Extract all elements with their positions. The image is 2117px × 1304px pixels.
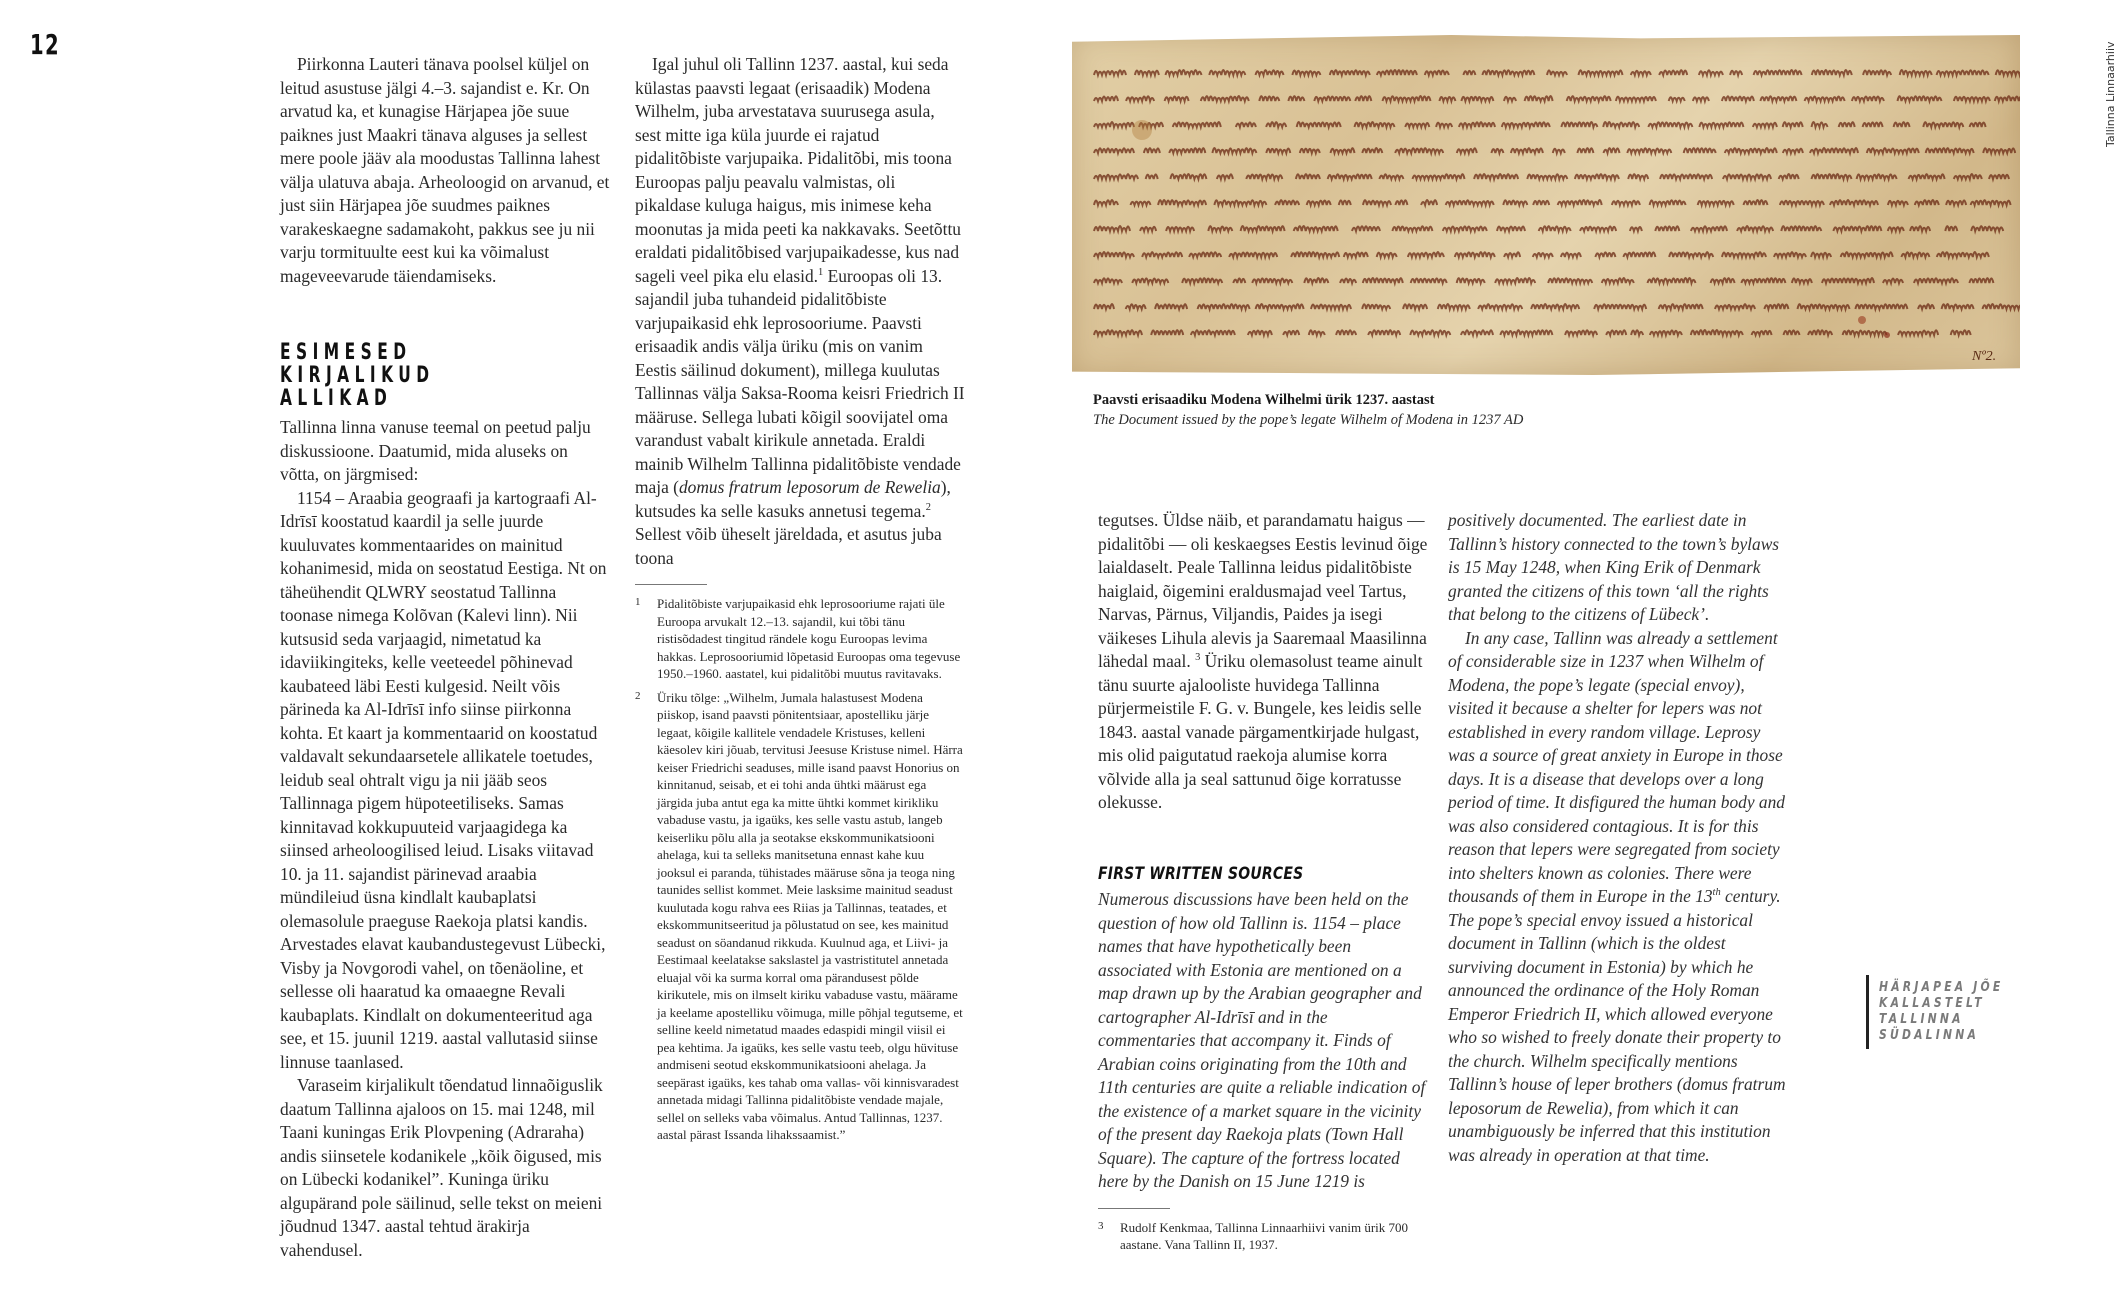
script-word xyxy=(1996,70,2024,75)
script-word xyxy=(1395,200,1407,205)
script-word xyxy=(1969,278,1993,283)
script-word xyxy=(1883,279,1903,284)
script-word xyxy=(1937,70,1989,75)
script-word xyxy=(1888,201,1908,205)
script-word xyxy=(1297,122,1341,127)
script-word xyxy=(1752,331,1772,335)
script-word xyxy=(1413,174,1465,179)
script-word xyxy=(1627,148,1671,153)
script-word xyxy=(1699,70,1723,75)
script-word xyxy=(1781,226,1821,231)
script-word xyxy=(1805,97,1845,102)
script-word xyxy=(1764,304,1788,309)
script-word xyxy=(1810,148,1858,153)
script-word xyxy=(1504,252,1520,257)
script-word xyxy=(1214,200,1266,205)
script-word xyxy=(1236,122,1256,127)
script-word xyxy=(1812,122,1828,127)
script-word xyxy=(1628,174,1648,179)
script-word xyxy=(1497,226,1525,231)
script-word xyxy=(1954,97,1990,101)
script-word xyxy=(1533,201,1549,205)
script-word xyxy=(1603,122,1639,127)
stain xyxy=(1858,316,1866,324)
script-word xyxy=(1604,148,1620,153)
script-word xyxy=(1246,174,1282,179)
paragraph: Igal juhul oli Tallinn 1237. aastal, kui seda külastas paavsti legaat (erisaadik) Modena Wilhelm, juba arvestatava suurusega asula, sest mitte iga küla juurde ei rajatud pidalitõbiste varjupaika. Pidalitõbi, mis toona Euroopas palju peavalu valmistas, oli pikaldase kuluga haigus, mis inimese keha moonutas ja mida peeti ka nakkavaks. Seetõttu eraldati pidalitõbised varjupaikadesse, kus nad sageli veel pika elu elasid.$^1$ Euroopas oli 13. sajandil juba tuhandeid pidalitõbiste varjupaikasid ehk leprosooriume. Paavsti erisaadik andis välja üriku (mis on vanim Eestis säilinud dokument), millega kuulutas Tallinnas välja Saksa-Rooma keisri Friedrich II määruse. Sellega lubati kõigil soovijatel oma varandust vabalt kirikule annetada. Eraldi mainib Wilhelm Tallinna pidalitõbiste vendade maja (domus fratrum leposorum de Rewelia), kutsudes ka selle kasuks annetusi tegema.$^2$ Sellest võib üheselt järeldada, et asutus juba toona xyxy=(635,54,965,568)
script-word xyxy=(1888,227,1904,231)
script-word xyxy=(1151,330,1183,335)
script-word xyxy=(1198,304,1250,309)
script-word xyxy=(1166,227,1194,231)
script-word xyxy=(1502,122,1550,127)
script-word xyxy=(1792,278,1812,283)
script-word xyxy=(1155,304,1187,309)
script-word xyxy=(1252,278,1292,283)
script-word xyxy=(1094,96,1118,101)
script-word xyxy=(1331,148,1355,153)
script-word xyxy=(1577,148,1593,153)
figure-credit: Tallinna Linnaarhiiv xyxy=(2104,41,2117,147)
script-word xyxy=(1951,330,1971,335)
script-word xyxy=(1660,174,1712,179)
manuscript-script xyxy=(1072,35,2020,375)
script-word xyxy=(1379,174,1403,179)
script-word xyxy=(1436,123,1452,127)
script-word xyxy=(1753,123,1777,127)
figure-credit-area xyxy=(1052,35,2117,155)
script-word xyxy=(1909,174,1945,179)
sidebar-label-text: HÄRJAPEA JÕE KALLASTELT TALLINNA SÜDALINNA xyxy=(1879,979,2004,1043)
paragraph: tegutses. Üldse näib, et parandamatu haigus — pidalitõbi — oli keskaegses Eestis levinud õige laialdaselt. Peale Tallinna leidus pidalitõbiste haiglaid, õigemini eraldusmajad veel Tartus, Narvas, Pärnus, Viljandis, Paides ja isegi väikeses Lihula alevis ja Saaremaal Maasilinna lähedal maal. $^3$ Üriku olemasolust teame ainult tänu suurte ajalooliste huvidega Tallinna pürjermeistile F. G. v. Bungele, kes leidis selle 1843. aastal vanade pärgamentkirjade hulgast, mis olid paigutatud raekoja alumise korra võlvide alla ja seal sattunud õige korratusse olekusse. xyxy=(1098,510,1428,812)
stain xyxy=(1884,332,1890,338)
script-word xyxy=(1300,149,1320,153)
script-word xyxy=(1725,148,1777,153)
script-word xyxy=(1463,71,1475,75)
script-word xyxy=(1403,304,1427,309)
script-word xyxy=(1867,148,1919,153)
script-word xyxy=(1684,148,1716,153)
script-word xyxy=(1527,174,1567,179)
script-word xyxy=(1283,331,1299,335)
script-word xyxy=(1248,330,1272,335)
script-word xyxy=(1780,201,1824,205)
footnote-text: Pidalitõbiste varjupaikasid ehk leprosooriume rajati üle Euroopa arvukalt 12.–13. sajandil, kui tõbi tänu ristisõdadest tingitud rändele kogu Euroopas levima hakkas. Leprosooriumid lõpetasid Euroopas oma tegevuse 1950.–1960. aastatel, kui pidalitõbi muutus ravitavaks. xyxy=(657,596,961,681)
paragraph: 1154 – Araabia geograafi ja kartograafi Al-Idrīsī koostatud kaardil ja selle juurde kuuluvates kommentaarides on mainitud kohanimesid, mida on seostatud Eestiga. Nt on täheühendit QLWRY seostatud Tallinna toonase nimega Kolõvan (Kalevi linn). Nii kutsusid seda varjaagid, nimetatud ka idaviikingiteks, kelle veeteedel põhinevad kaubateed läbi Eesti kulgesid. Neilt võis pärineda ka Al-Idrīsī info siinse piirkonna kohta. Et kaart ja kommentaarid on koostatud valdavalt sekundaarsetele allikatele toetudes, leidub seal ohtralt vigu ja nii jääb seos Tallinnaga pigem hüpoteetiliseks. Samas kinnitavad kokkupuuteid varjaagidega ka siinsed arheoloogilised leiud. Lisaks viitavad 10. ja 11. sajandist pärinevad araabia mündileiud üsna kindlalt kaubaplatsi olemasolule praeguse Raekoja platsi kandis. Arvestades elavat kaubandustegevust Lübecki, Visby ja Novgorodi vahel, on tõenäoline, et sellesse oli haaratud ka omaaegne Revali kaubaplats. Kindlalt on dokumenteeritud aga see, et 15. juunil 1219. aastal vallutasid siinse linnuse taanlased. xyxy=(280,487,607,1072)
script-word xyxy=(1140,227,1156,231)
script-word xyxy=(1548,278,1592,283)
script-word xyxy=(1567,96,1611,101)
script-word xyxy=(1328,174,1372,179)
script-word xyxy=(1165,97,1189,101)
footnote-number: 1 xyxy=(635,596,641,608)
figure-caption xyxy=(1093,390,1693,430)
script-word xyxy=(1421,200,1437,205)
script-word xyxy=(1425,71,1449,75)
script-word xyxy=(1579,70,1623,75)
script-word xyxy=(1212,148,1256,153)
script-word xyxy=(1392,226,1432,231)
script-word xyxy=(1491,149,1503,153)
script-word xyxy=(1408,252,1444,257)
script-word xyxy=(1784,330,1800,335)
script-word xyxy=(1410,330,1450,335)
script-word xyxy=(1723,174,1771,179)
script-word xyxy=(1565,330,1597,335)
script-word xyxy=(1843,331,1887,336)
footnote-number: 3 xyxy=(1098,1219,1104,1232)
script-word xyxy=(1126,304,1146,309)
script-word xyxy=(1511,148,1543,153)
script-word xyxy=(1189,252,1221,257)
script-word xyxy=(1915,200,1939,205)
script-word xyxy=(1383,96,1431,101)
script-word xyxy=(1336,330,1356,335)
script-word xyxy=(1094,278,1122,283)
script-word xyxy=(1395,148,1443,153)
script-word xyxy=(1971,200,2011,205)
script-word xyxy=(1142,252,1182,257)
script-word xyxy=(1362,304,1390,309)
script-word xyxy=(1288,96,1304,101)
script-word xyxy=(1655,226,1679,231)
script-word xyxy=(1126,96,1154,101)
script-word xyxy=(1307,201,1331,205)
script-word xyxy=(1730,71,1742,75)
script-word xyxy=(1852,96,1884,101)
script-word xyxy=(1914,278,1958,283)
script-word xyxy=(1839,122,1855,127)
script-word xyxy=(1898,330,1938,335)
script-word xyxy=(1362,148,1382,153)
footnote-ref[interactable]: 1 xyxy=(818,266,824,278)
script-word xyxy=(1830,200,1878,205)
script-word xyxy=(1094,304,1114,309)
footnote-divider xyxy=(1098,1208,1170,1209)
script-word xyxy=(1857,174,1897,179)
footnote-ref[interactable]: 2 xyxy=(925,501,931,513)
footnote-text: Üriku tõlge: „Wilhelm, Jumala halastusest Modena piiskop, isand paavsti pönitentsiaar, apostelliku järje legaat, kõigile kallitele vendadele Kristuses, kelleni käesolev kiri jõuab, tervitusi Jeesuse Kristuse nimel. Härra keiser Friedrichi seaduses, mille isand paavst Honorius on kinnitanud, seisab, et ei tohi anda ühtki määrust ega järgida juba antut ega ka mitte ühtki kommet kirikliku vabaduse vastu, ja igaüks, kes selle vastu astub, langeb keiserliku põlu alla ja seotakse ekskommunikatsiooni ahelaga, kui ta selleks manitsetuna ennast kahe kuu jooksul ei paranda, tühistades määruse sõna ja teoga ning taunides sellist kommet. Meie lasksime mainitud seadust kuulutada kogu rahva ees Riias ja Tallinnas, teatades, et ekskommunitseeritud ja põlustatud on see, kes mainitud seadust on söandanud rikkuda. Kuulnud aga, et Liivi- ja Eestimaal keelatakse sakslastel ja vastristitutel annetada eluajal või ka surma korral oma pärandusest põlde kirikutele, mis on ilmselt kiriku vabaduse vastu, määrame ja keelame apostelliku võimuga, mille põhjal tegutseme, et selline keeld nimetatud maades edaspidi mingil viisil ei pea kehtima. Ja igaüks, kes selle vastu teeb, olgu hüvituse andmiseni seotud ekskommunikatsiooni ahelaga. Ja seepärast igaüks, kes tahab oma vallas- või kinnisvaradest annetada midagi Tallinna pidalitõbiste vendade majale, sellel on selleks vaba võimalus. Antud Tallinnas, 1237. aastal pärast Issanda lihakssaamist.” xyxy=(657,689,963,1142)
script-word xyxy=(1144,148,1160,153)
script-word xyxy=(1330,70,1370,75)
script-word xyxy=(1474,174,1518,179)
script-word xyxy=(1595,252,1615,257)
footnote-ref[interactable]: 3 xyxy=(1195,652,1201,664)
script-word xyxy=(1918,304,1934,309)
script-word xyxy=(1669,97,1685,101)
script-word xyxy=(1923,122,1963,127)
script-word xyxy=(1201,96,1249,101)
script-word xyxy=(1344,252,1368,257)
script-word xyxy=(1266,122,1286,127)
script-word xyxy=(1901,252,1929,257)
script-word xyxy=(1698,201,1734,205)
script-word xyxy=(1266,148,1290,153)
script-word xyxy=(1094,174,1138,179)
script-word xyxy=(1693,97,1709,101)
script-word xyxy=(1954,174,1982,179)
script-word xyxy=(1983,148,2015,153)
script-word xyxy=(1648,122,1692,127)
script-word xyxy=(1811,253,1831,258)
script-word xyxy=(1594,304,1646,309)
script-word xyxy=(1754,70,1802,75)
script-word xyxy=(1779,174,1799,179)
script-word xyxy=(1699,122,1743,127)
script-word xyxy=(1294,226,1338,231)
script-word xyxy=(1094,252,1134,257)
column-1 xyxy=(280,53,610,1262)
script-word xyxy=(1989,175,2009,179)
page-number: 12 xyxy=(30,28,61,61)
script-word xyxy=(1650,330,1682,335)
script-word xyxy=(1131,202,1151,205)
script-word xyxy=(1580,226,1616,231)
script-word xyxy=(1602,278,1634,283)
script-word xyxy=(1482,70,1534,75)
stain xyxy=(1132,120,1152,140)
script-word xyxy=(1531,304,1579,309)
corner-mark: Nº2. xyxy=(1972,349,1997,364)
script-word xyxy=(1525,96,1553,101)
footnote-divider xyxy=(635,584,707,585)
section-heading-et: ESIMESED KIRJALIKUD ALLIKAD xyxy=(280,340,435,411)
script-word xyxy=(1898,96,1942,101)
script-word xyxy=(1094,200,1118,205)
script-word xyxy=(1631,330,1643,335)
script-word xyxy=(1942,304,1974,309)
script-word xyxy=(1443,226,1487,231)
column-4 xyxy=(1448,509,1788,1167)
script-word xyxy=(1411,278,1447,283)
script-word xyxy=(1722,96,1754,101)
script-word xyxy=(1275,200,1299,205)
footnote xyxy=(635,595,965,683)
section-heading-en: FIRST WRITTEN SOURCES xyxy=(1098,863,1304,884)
script-word xyxy=(1558,200,1602,205)
script-word xyxy=(1094,148,1134,153)
script-word xyxy=(1539,226,1571,231)
script-word xyxy=(1623,252,1655,257)
section-sidebar-label xyxy=(1866,975,2035,1049)
script-word xyxy=(1292,71,1320,76)
script-word xyxy=(1833,226,1881,231)
script-word xyxy=(1995,96,2047,101)
script-word xyxy=(1711,278,1735,283)
script-word xyxy=(1457,148,1477,153)
script-word xyxy=(1405,123,1429,127)
script-word xyxy=(1863,70,1891,75)
script-word xyxy=(1304,278,1328,283)
script-word xyxy=(1970,122,1986,127)
script-word xyxy=(1094,330,1142,335)
script-word xyxy=(1575,174,1619,179)
script-word xyxy=(1760,96,1796,101)
script-word xyxy=(1256,304,1304,309)
caption-en: The Document issued by the pope’s legate Wilhelm of Modena in 1237 AD xyxy=(1093,412,1524,428)
script-word xyxy=(1648,278,1696,283)
script-word xyxy=(1169,148,1205,153)
intro-paragraph: Piirkonna Lauteri tänava poolsel küljel on leitud asustuse jälgi 4.–3. sajandist e. Kr. On arvatud ka, et kunagise Härjapea jõe suue paiknes just Maakri tänava alguses ja sellest mere poole jääv ala moodustas Tallinna lahest välja ulatuva abaja. Arheoloogid on arvanud, et just siin Härjapea jõe suudmes paiknes varakeskaegne sadamakoht, pakkus see ju nii varju tormituulte eest kui ka võimalust mageveevarude täiendamiseks. xyxy=(280,54,610,286)
script-word xyxy=(1368,330,1400,335)
script-word xyxy=(1241,226,1285,231)
script-word xyxy=(1798,304,1850,309)
script-word xyxy=(1822,278,1874,283)
script-word xyxy=(1606,330,1626,335)
script-word xyxy=(1355,122,1395,127)
script-word xyxy=(1945,226,1957,231)
script-word xyxy=(1259,96,1279,101)
script-word xyxy=(1612,201,1640,205)
script-word xyxy=(1737,226,1773,231)
latin-term: domus fratrum leposorum de Rewelia xyxy=(678,477,941,497)
paragraph-en: Numerous discussions have been held on the question of how old Tallinn is. 1154 – place names that have hypothetically been associated with Estonia are mentioned on a map drawn up by the Arabian geographer and cartographer Al-Idrīsī and in the commentaries that accompany it. Finds of Arabian coins originating from the 10th and 11th centuries are quite a reliable indication of the existence of a market square in the vicinity of the present day Raekoja plats (Town Hall Square). The capture of the fortress located here by the Danish on 15 June 1219 is xyxy=(1098,889,1426,1191)
script-word xyxy=(1191,330,1235,335)
script-word xyxy=(1553,149,1565,153)
script-word xyxy=(1135,70,1159,75)
script-word xyxy=(1170,174,1206,179)
caption-et: Paavsti erisaadiku Modena Wilhelmi ürik 1237. aastast xyxy=(1093,392,1435,408)
script-word xyxy=(1363,278,1403,283)
script-word xyxy=(1229,253,1277,258)
footnote xyxy=(635,689,965,1144)
script-word xyxy=(1377,253,1397,257)
manuscript-image xyxy=(1072,35,2020,375)
script-word xyxy=(1438,304,1470,309)
script-word xyxy=(1937,252,1989,257)
script-word xyxy=(1561,122,1597,127)
script-word xyxy=(1377,70,1417,75)
script-word xyxy=(1355,96,1371,101)
column-3 xyxy=(1098,509,1428,1260)
script-word xyxy=(1500,330,1552,335)
script-word xyxy=(1741,278,1785,283)
script-word xyxy=(1296,174,1320,179)
script-word xyxy=(1291,252,1339,257)
script-word xyxy=(1691,330,1743,335)
script-word xyxy=(1669,252,1713,257)
script-word xyxy=(1233,278,1245,283)
script-word xyxy=(1808,330,1832,335)
footnote xyxy=(1098,1219,1428,1254)
script-word xyxy=(1352,226,1380,231)
script-word xyxy=(1208,226,1232,231)
script-word xyxy=(1722,252,1766,257)
script-word xyxy=(1774,252,1806,257)
script-word xyxy=(1446,200,1494,205)
script-word xyxy=(1340,278,1356,283)
script-word xyxy=(1812,174,1852,179)
script-word xyxy=(1478,304,1522,309)
footnote-number: 2 xyxy=(635,689,641,702)
script-word xyxy=(1173,122,1221,127)
script-word xyxy=(1547,70,1567,75)
script-word xyxy=(1209,70,1245,75)
script-word xyxy=(1863,122,1883,127)
script-word xyxy=(1314,96,1350,101)
script-word xyxy=(1166,70,1202,75)
script-word xyxy=(1132,278,1168,283)
script-word xyxy=(1561,253,1581,257)
script-word xyxy=(1363,200,1391,205)
script-word xyxy=(1946,200,1966,205)
script-word xyxy=(1533,253,1553,257)
script-word xyxy=(1715,304,1755,309)
script-word xyxy=(1495,278,1535,283)
script-word xyxy=(1094,122,1134,127)
script-word xyxy=(1659,70,1687,75)
script-word xyxy=(1659,304,1703,309)
script-word xyxy=(1094,226,1130,231)
script-word xyxy=(1309,330,1325,335)
script-word xyxy=(1217,174,1233,179)
script-word xyxy=(1900,70,1932,75)
column-2 xyxy=(635,53,965,1150)
footnote-text: Rudolf Kenkmaa, Tallinna Linnaarhiivi vanim ürik 700 aastane. Vana Tallinn II, 1937. xyxy=(1120,1219,1409,1252)
script-word xyxy=(1971,226,2003,231)
script-word xyxy=(1783,149,1803,153)
script-word xyxy=(1841,252,1893,257)
script-word xyxy=(1311,304,1351,309)
paragraph: Varaseim kirjalikult tõendatud linnaõiguslik daatum Tallinna ajaloos on 15. mai 1248, mil Taani kuningas Erik Plovpening (Adraraha) andis siinsetele kodanikele „kõik õigused, mis on Lübecki kodanikel”. Kuninga üriku algupärand pole säilinud, selle tekst on meieni jõudnud 1347. aastal tehtud ärakirja vahendusel. xyxy=(280,1075,603,1260)
script-word xyxy=(1146,174,1158,179)
script-word xyxy=(1631,71,1651,75)
script-word xyxy=(1812,70,1852,75)
script-word xyxy=(1504,97,1516,101)
script-word xyxy=(1503,200,1527,205)
script-word xyxy=(1691,226,1727,231)
script-word xyxy=(1926,148,1974,153)
script-word xyxy=(1461,330,1493,335)
script-word xyxy=(1439,97,1455,101)
script-word xyxy=(1783,122,1803,127)
script-word xyxy=(1894,122,1910,127)
script-word xyxy=(1459,122,1495,127)
script-word xyxy=(1158,200,1206,205)
script-word xyxy=(1455,252,1495,257)
script-word xyxy=(1744,200,1768,205)
paragraph-en: In any case, Tallinn was already a settlement of considerable size in 1237 when Wilhelm of Modena, the pope’s legate (special envoy), visited it because a shelter for lepers was not established in every random village. Leprosy was a source of great anxiety in Europe in those days. It is a disease that develops over a long period of time. It disfigured the human body and was also considered contagious. It is for this reason that lepers were segregated from society into shelters known as colonies. There were thousands of them in Europe in the 13th century. The pope’s special envoy issued a historical document in Tallinn (which is the oldest surviving document in Estonia) by which he announced the ordinance of the Holy Roman Emperor Friedrich II, which allowed everyone who so wished to freely donate their property to the church. Wilhelm specifically mentions Tallinn’s house of leper brothers (domus fratrum leposorum de Rewelia), from which it can unambiguously be inferred that this institution was already in operation at that time. xyxy=(1448,627,1786,1165)
script-word xyxy=(1339,200,1351,205)
script-word xyxy=(1256,70,1284,75)
script-word xyxy=(1855,304,1907,309)
script-word xyxy=(1094,70,1126,75)
script-word xyxy=(1630,227,1642,231)
paragraph: Tallinna linna vanuse teemal on peetud palju diskussioone. Daatumid, mida aluseks on võtta, on järgmised: xyxy=(280,417,591,484)
script-word xyxy=(1457,278,1485,283)
script-word xyxy=(1650,200,1686,205)
script-word xyxy=(1983,304,2031,309)
script-word xyxy=(1182,278,1222,283)
script-word xyxy=(1461,97,1493,101)
script-word xyxy=(1616,97,1656,101)
script-word xyxy=(1910,226,1930,231)
paragraph-en: positively documented. The earliest date in Tallinn’s history connected to the town’s bylaws is 15 May 1248, when King Erik of Denmark granted the citizens of this town ‘all the rights that belong to the citizens of Lübeck’. xyxy=(1448,510,1780,624)
